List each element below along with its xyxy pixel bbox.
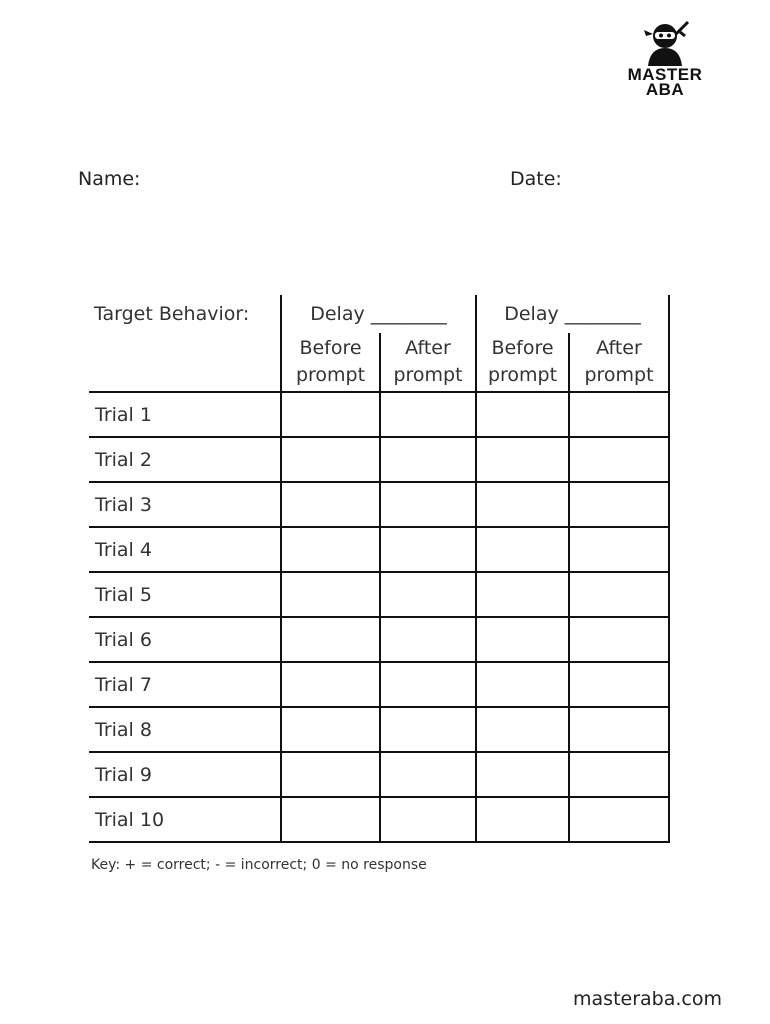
- trial-label: Trial 5: [89, 572, 281, 617]
- table-row: [89, 527, 669, 572]
- response-cell[interactable]: [281, 527, 380, 572]
- response-cell[interactable]: [569, 572, 669, 617]
- target-behavior-label: Target Behavior:: [94, 303, 250, 325]
- trial-label: Trial 4: [89, 527, 281, 572]
- response-cell[interactable]: [569, 482, 669, 527]
- trial-label: Trial 6: [89, 617, 281, 662]
- delay-header-2: Delay ________: [476, 295, 669, 333]
- response-cell[interactable]: [380, 482, 476, 527]
- table-row: [89, 437, 669, 482]
- trial-label: Trial 7: [89, 662, 281, 707]
- response-cell[interactable]: [476, 797, 569, 842]
- response-cell[interactable]: [281, 797, 380, 842]
- table-row: [89, 662, 669, 707]
- response-cell[interactable]: [569, 437, 669, 482]
- response-cell[interactable]: [569, 392, 669, 437]
- response-cell[interactable]: [380, 752, 476, 797]
- response-cell[interactable]: [569, 662, 669, 707]
- header-spacer: [89, 333, 281, 392]
- trial-data-table: [89, 295, 670, 843]
- response-cell[interactable]: [476, 527, 569, 572]
- name-label: Name:: [78, 168, 141, 190]
- response-cell[interactable]: [476, 752, 569, 797]
- response-cell[interactable]: [569, 752, 669, 797]
- response-cell[interactable]: [476, 662, 569, 707]
- table-row: [89, 752, 669, 797]
- response-cell[interactable]: [380, 797, 476, 842]
- table-row: [89, 617, 669, 662]
- response-cell[interactable]: [476, 707, 569, 752]
- table-row: [89, 482, 669, 527]
- response-cell[interactable]: [281, 662, 380, 707]
- trial-label: Trial 3: [89, 482, 281, 527]
- trial-label: Trial 9: [89, 752, 281, 797]
- delay-header-1: Delay ________: [281, 295, 476, 333]
- logo-text-line1: MASTER: [627, 65, 703, 84]
- response-cell[interactable]: [476, 572, 569, 617]
- response-cell[interactable]: [380, 662, 476, 707]
- trial-label: Trial 10: [89, 797, 281, 842]
- sub-header-before-1: Before prompt: [281, 333, 380, 392]
- response-cell[interactable]: [569, 797, 669, 842]
- response-cell[interactable]: [569, 527, 669, 572]
- website-footer: masteraba.com: [573, 988, 722, 1010]
- response-cell[interactable]: [281, 617, 380, 662]
- response-cell[interactable]: [281, 437, 380, 482]
- trial-label: Trial 1: [89, 392, 281, 437]
- date-label: Date:: [510, 168, 562, 190]
- response-cell[interactable]: [281, 707, 380, 752]
- master-aba-logo: [608, 20, 722, 100]
- response-cell[interactable]: [476, 392, 569, 437]
- response-cell[interactable]: [281, 572, 380, 617]
- response-cell[interactable]: [569, 617, 669, 662]
- response-cell[interactable]: [380, 572, 476, 617]
- response-cell[interactable]: [569, 707, 669, 752]
- response-cell[interactable]: [380, 527, 476, 572]
- trial-label: Trial 2: [89, 437, 281, 482]
- response-key: Key: + = correct; - = incorrect; 0 = no response: [91, 857, 427, 873]
- response-cell[interactable]: [476, 617, 569, 662]
- sub-header-after-2: After prompt: [569, 333, 669, 392]
- response-cell[interactable]: [281, 482, 380, 527]
- response-cell[interactable]: [380, 707, 476, 752]
- sub-header-before-2: Before prompt: [476, 333, 569, 392]
- trial-label: Trial 8: [89, 707, 281, 752]
- logo-text-line2: ABA: [645, 80, 685, 99]
- response-cell[interactable]: [380, 617, 476, 662]
- response-cell[interactable]: [476, 437, 569, 482]
- response-cell[interactable]: [380, 392, 476, 437]
- table-row: [89, 707, 669, 752]
- table-row: [89, 392, 669, 437]
- response-cell[interactable]: [281, 752, 380, 797]
- table-row: [89, 797, 669, 842]
- response-cell[interactable]: [380, 437, 476, 482]
- response-cell[interactable]: [476, 482, 569, 527]
- ninja-icon: [640, 20, 690, 68]
- table-row: [89, 572, 669, 617]
- response-cell[interactable]: [281, 392, 380, 437]
- sub-header-after-1: After prompt: [380, 333, 476, 392]
